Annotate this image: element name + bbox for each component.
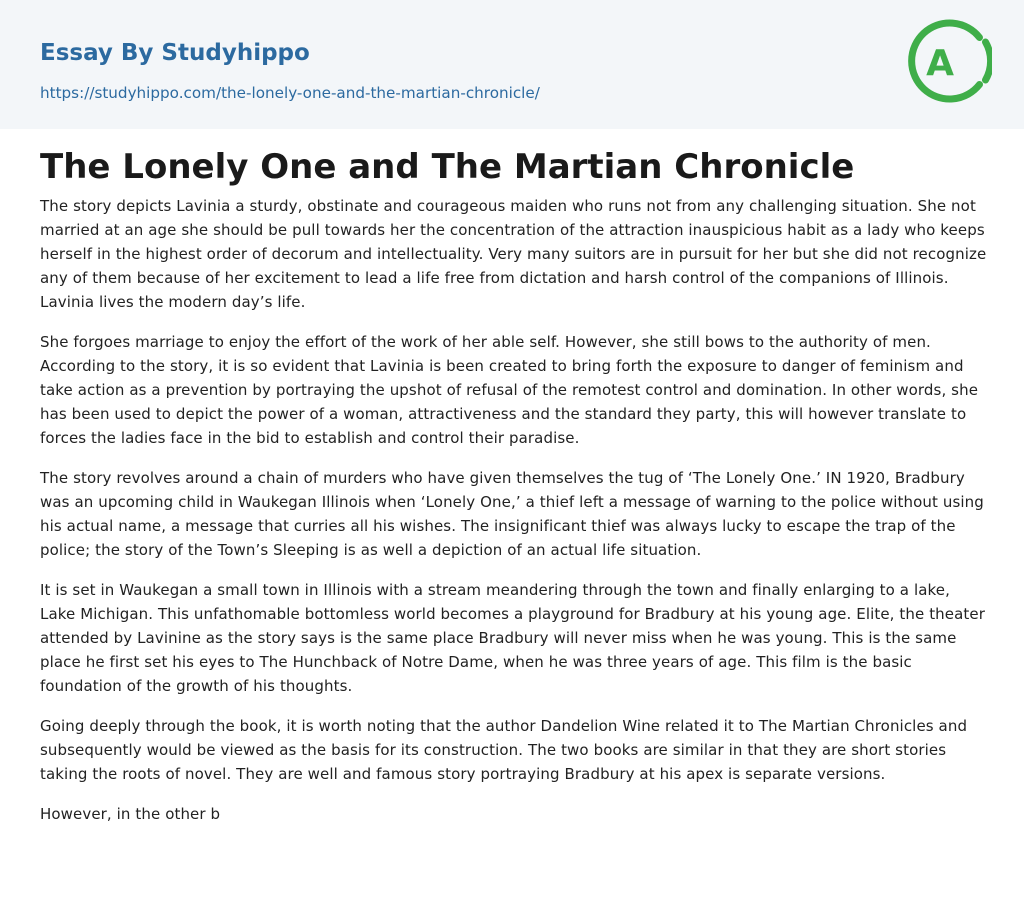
article-paragraph-truncated: However, in the other b <box>40 805 221 823</box>
article-paragraph: It is set in Waukegan a small town in Illinois with a stream meandering through the town and finally enlarging to a lake, Lake Michigan. This unfathomable bottomless world becomes a playground for Bradbury at his young age. Elite, the theater attended by Lavinine as the story says is the same place Bradbury will never miss when he was young. This is the same place he first set his eyes to The Hunchback of Notre Dame, when he was three years of age. This film is the basic foundation of the growth of his thoughts. <box>40 581 985 695</box>
article-paragraph: The story revolves around a chain of murders who have given themselves the tug of ‘The Lonely One.’ IN 1920, Bradbury was an upcoming child in Waukegan Illinois when ‘Lonely One,’ a thief left a message of warning to the police without using his actual name, a message that curries all his wishes. The insignificant thief was always lucky to escape the trap of the police; the story of the Town’s Sleeping is as well a depiction of an actual life situation. <box>40 469 984 559</box>
article-paragraph: The story depicts Lavinia a sturdy, obstinate and courageous maiden who runs not from any challenging situation. She not married at an age she should be pull towards her the concentration of the attraction inauspicious habit as a lady who keeps herself in the highest order of decorum and intellectuality. Very many suitors are in pursuit for her but she did not recognize any of them because of her excitement to lead a life free from dictation and harsh control of the companions of Illinois. Lavinia lives the modern day’s life. <box>40 197 987 311</box>
logo-letter: A <box>926 43 954 84</box>
site-header <box>0 0 1024 129</box>
brand-title[interactable]: Essay By Studyhippo <box>40 40 310 66</box>
article-paragraph: Going deeply through the book, it is worth noting that the author Dandelion Wine related it to The Martian Chronicles and subsequently would be viewed as the basis for its construction. The two books are similar in that they are short stories taking the roots of novel. They are well and famous story portraying Bradbury at his apex is separate versions. <box>40 717 968 783</box>
studyhippo-logo-icon[interactable] <box>906 18 992 104</box>
article-paragraph: She forgoes marriage to enjoy the effort of the work of her able self. However, she still bows to the authority of men. According to the story, it is so evident that Lavinia is been created to bring forth the exposure to danger of feminism and take action as a prevention by portraying the upshot of refusal of the remotest control and domination. In other words, she has been used to depict the power of a woman, attractiveness and the standard they party, this will however translate to forces the ladies face in the bid to establish and control their paradise. <box>40 333 979 447</box>
article-title: The Lonely One and The Martian Chronicle <box>40 147 855 187</box>
article-body <box>40 194 990 842</box>
source-url-link[interactable]: https://studyhippo.com/the-lonely-one-and-the-martian-chronicle/ <box>40 84 540 102</box>
